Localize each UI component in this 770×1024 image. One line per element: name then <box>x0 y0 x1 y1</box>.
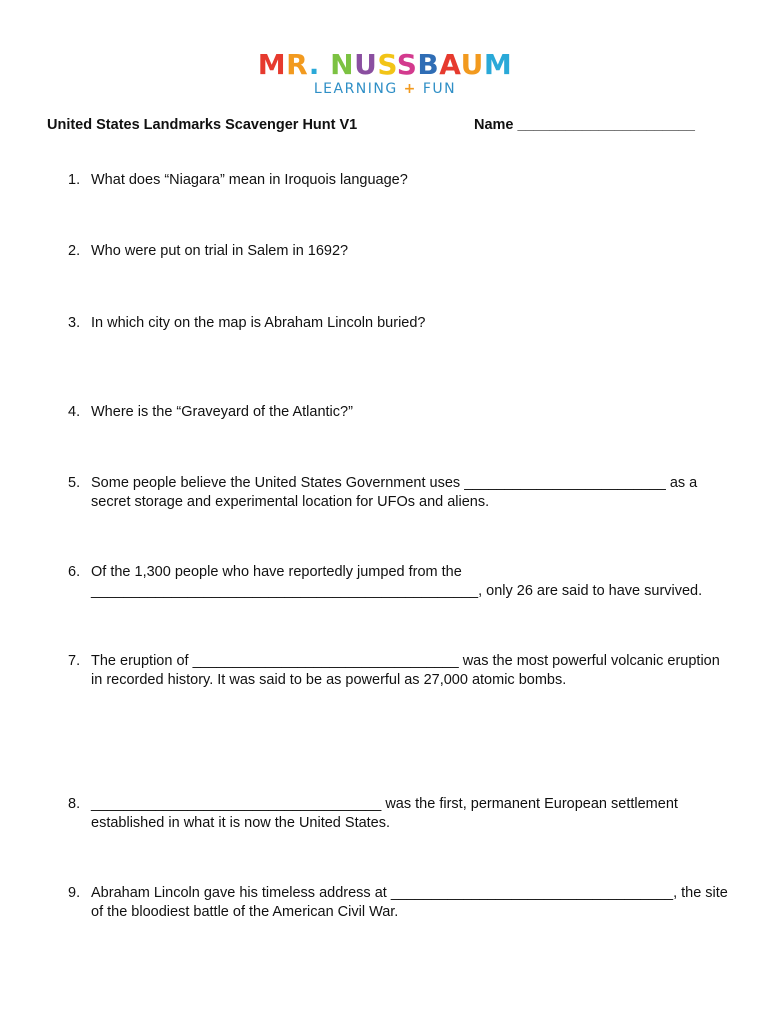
question-text: In which city on the map is Abraham Lincoln buried? <box>91 315 426 331</box>
question-7 <box>68 652 748 689</box>
logo-brand <box>0 49 770 81</box>
name-field-label: Name ______________________ <box>474 117 695 133</box>
logo-tagline-plus: + <box>403 81 417 97</box>
question-text: Who were put on trial in Salem in 1692? <box>91 243 349 259</box>
question-text: ____________________________________ was the first, permanent European settlement established in what it is now the United States. <box>91 796 682 831</box>
question-number: 8. <box>68 796 81 812</box>
question-3 <box>68 314 748 333</box>
logo-tagline-learning: LEARNING <box>313 81 398 97</box>
logo-letter: R <box>286 48 309 81</box>
question-number: 9. <box>68 885 81 901</box>
question-number: 7. <box>68 653 81 669</box>
logo-letter: M <box>483 48 513 81</box>
question-number: 3. <box>68 315 81 331</box>
logo-tagline <box>0 80 770 98</box>
question-text: Some people believe the United States Government uses _________________________ as a secret storage and experimental location for UFOs and aliens. <box>91 475 702 510</box>
logo-letter: N <box>330 48 355 81</box>
logo-letter: A <box>439 48 461 81</box>
question-8 <box>68 795 748 832</box>
question-number: 1. <box>68 172 81 188</box>
question-text: What does “Niagara” mean in Iroquois language? <box>91 172 408 188</box>
question-number: 5. <box>68 475 81 491</box>
logo-brand-mr <box>258 48 320 81</box>
logo-tagline-fun: FUN <box>422 81 457 97</box>
question-text: Of the 1,300 people who have reportedly jumped from the ________________________________________________, only 26 are said to have survived. <box>91 564 703 599</box>
question-number: 4. <box>68 404 81 420</box>
question-5 <box>68 474 748 511</box>
logo-letter: S <box>377 48 397 81</box>
question-4 <box>68 403 748 422</box>
question-number: 2. <box>68 243 81 259</box>
mr-nussbaum-logo <box>0 49 770 98</box>
logo-letter: U <box>460 48 484 81</box>
question-1 <box>68 171 748 190</box>
question-number: 6. <box>68 564 81 580</box>
worksheet-title: United States Landmarks Scavenger Hunt V1 <box>47 117 358 133</box>
question-text: The eruption of _________________________________ was the most powerful volcanic eruption in recorded history. It was said to be as powerful as 27,000 atomic bombs. <box>91 653 724 688</box>
logo-letter: U <box>354 48 378 81</box>
logo-letter: B <box>417 48 440 81</box>
logo-letter: M <box>257 48 287 81</box>
question-9 <box>68 884 748 921</box>
logo-letter: S <box>396 48 418 81</box>
question-text: Abraham Lincoln gave his timeless address at ___________________________________, the site of the bloodiest battle of the American Civil War. <box>91 885 732 920</box>
question-text: Where is the “Graveyard of the Atlantic?” <box>91 404 353 420</box>
logo-letter: . <box>308 48 320 81</box>
question-2 <box>68 242 748 261</box>
question-6 <box>68 563 748 600</box>
logo-brand-nussbaum <box>330 48 512 81</box>
